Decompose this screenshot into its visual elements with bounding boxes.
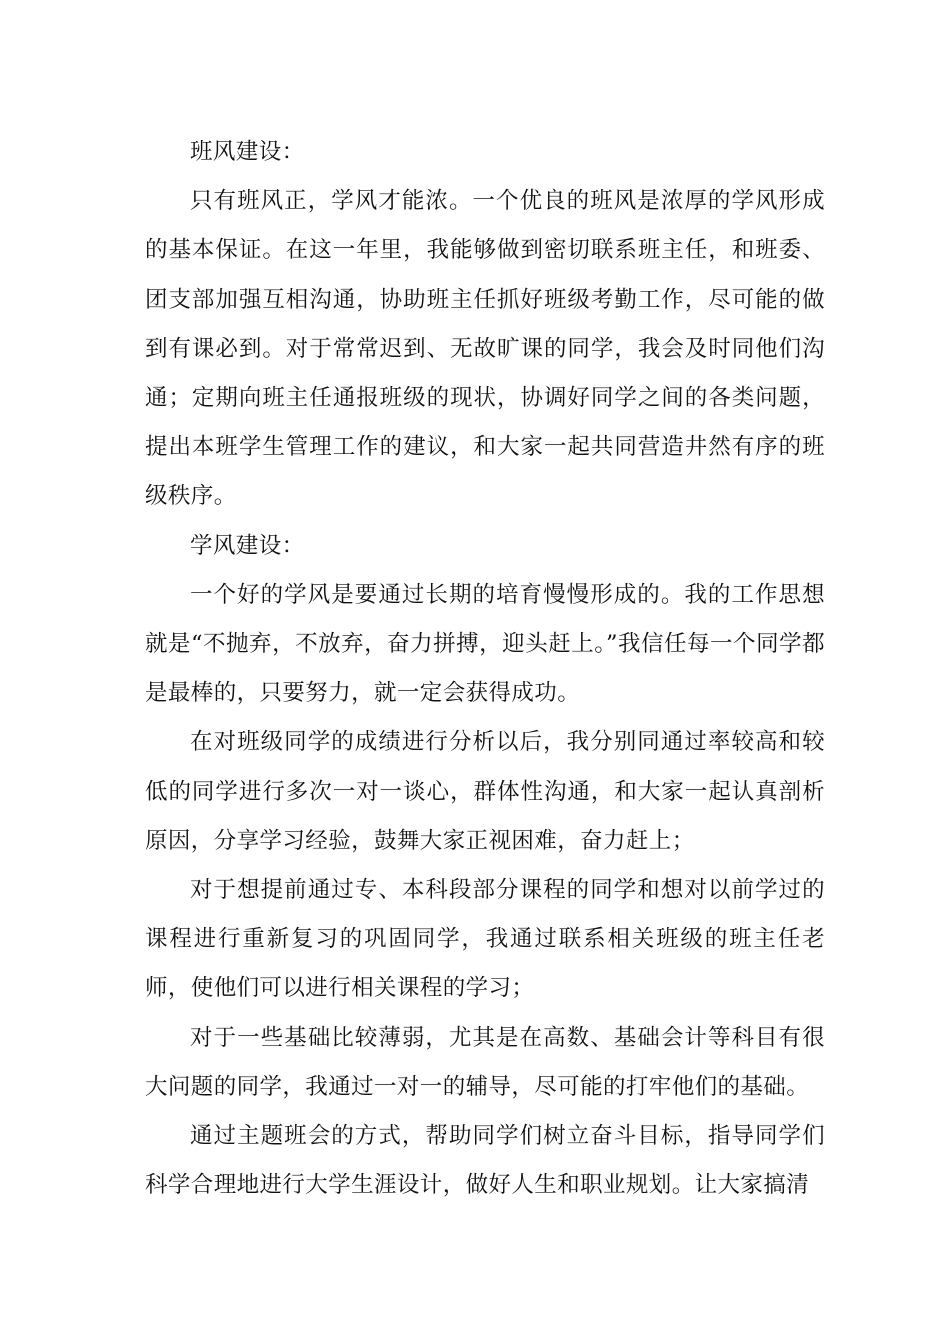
paragraph-class-style-1: 只有班风正，学风才能浓。一个优良的班风是浓厚的学风形成的基本保证。在这一年里，我能够做到密切联系班主任，和班委、团支部加强互相沟通，协助班主任抓好班级考勤工作，尽可能的做到有课必到。对于常常迟到、无故旷课的同学，我会及时同他们沟通；定期向班主任通报班级的现状，协调好同学之间的各类问题，提出本班学生管理工作的建议，和大家一起共同营造井然有序的班级秩序。 xyxy=(145,188,825,510)
paragraph-study-style-2: 在对班级同学的成绩进行分析以后，我分别同通过率较高和较低的同学进行多次一对一谈心，群体性沟通，和大家一起认真剖析原因，分享学习经验，鼓舞大家正视困难，奋力赶上； xyxy=(145,729,825,854)
section-heading-study-style: 学风建设： xyxy=(190,532,305,559)
paragraph-study-style-4: 对于一些基础比较薄弱，尤其是在高数、基础会计等科目有很大问题的同学，我通过一对一的辅导，尽可能的打牢他们的基础。 xyxy=(145,1024,825,1100)
document-body xyxy=(145,128,825,1210)
paragraph-study-style-3: 对于想提前通过专、本科段部分课程的同学和想对以前学过的课程进行重新复习的巩固同学，我通过联系相关班级的班主任老师，使他们可以进行相关课程的学习； xyxy=(145,877,825,1002)
section-heading-class-style: 班风建设： xyxy=(190,139,305,165)
paragraph-study-style-1: 一个好的学风是要通过长期的培育慢慢形成的。我的工作思想就是“不抛弃，不放弃，奋力拼搏，迎头赶上。”我信任每一个同学都是最棒的，只要努力，就一定会获得成功。 xyxy=(145,581,825,707)
paragraph-study-style-5: 通过主题班会的方式，帮助同学们树立奋斗目标，指导同学们科学合理地进行大学生涯设计，做好人生和职业规划。让大家搞清 xyxy=(145,1123,825,1199)
